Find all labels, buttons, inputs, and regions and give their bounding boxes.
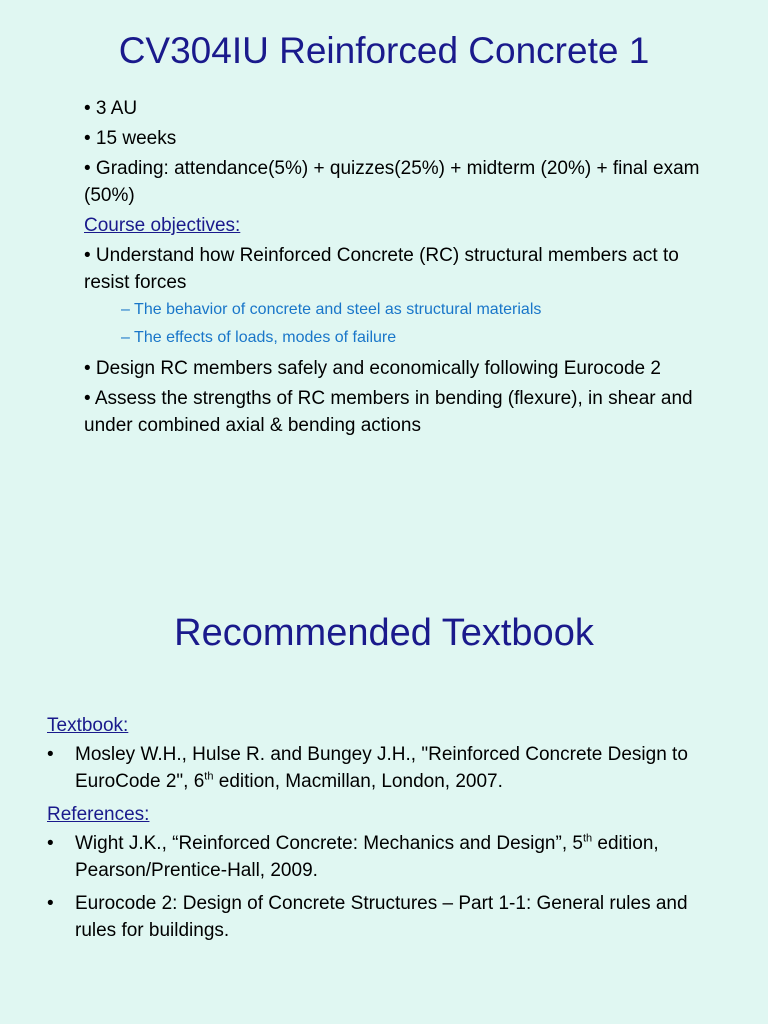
objective-assess: • Assess the strengths of RC members in bending (flexure), in shear and under combined axial & bending actions: [84, 388, 693, 436]
reference-entry-2: [47, 890, 727, 944]
textbook-entry: [47, 741, 727, 795]
reference-1-text-end: edition, Pearson/Prentice-Hall, 2009.: [75, 833, 659, 881]
objective-understand: • Understand how Reinforced Concrete (RC) structural members act to resist forces: [84, 245, 679, 293]
reference-entry-1: [47, 830, 727, 884]
objective-design: • Design RC members safely and economically following Eurocode 2: [84, 358, 661, 379]
sub-item-behavior: – The behavior of concrete and steel as structural materials: [121, 301, 542, 318]
textbook-text-end: edition, Macmillan, London, 2007.: [213, 771, 503, 792]
references-heading: References:: [47, 804, 150, 825]
slide-2-body: [47, 712, 727, 950]
slide-2-title: Recommended Textbook: [174, 612, 594, 654]
sub-item-effects: – The effects of loads, modes of failure: [121, 329, 397, 346]
slide-1-body: [84, 95, 704, 442]
edition-superscript: th: [204, 770, 214, 783]
bullet: •: [47, 893, 54, 914]
slide-1-title: CV304IU Reinforced Concrete 1: [118, 30, 650, 71]
item-grading: • Grading: attendance(5%) + quizzes(25%) + midterm (20%) + final exam (50%): [84, 158, 700, 206]
item-duration: • 15 weeks: [84, 128, 177, 149]
textbook-text: Mosley W.H., Hulse R. and Bungey J.H., "Reinforced Concrete Design to EuroCode 2", 6: [75, 744, 688, 792]
edition-superscript: th: [582, 832, 593, 845]
item-credits: • 3 AU: [84, 98, 138, 119]
bullet: •: [47, 833, 54, 854]
textbook-heading: Textbook:: [47, 715, 129, 736]
objectives-heading: Course objectives:: [84, 215, 241, 236]
reference-2-text: Eurocode 2: Design of Concrete Structures – Part 1-1: General rules and rules for buildings.: [75, 893, 688, 941]
slide-2: [0, 512, 768, 1024]
reference-1-text: Wight J.K., “Reinforced Concrete: Mechanics and Design”, 5: [75, 833, 583, 854]
bullet: •: [47, 744, 54, 765]
